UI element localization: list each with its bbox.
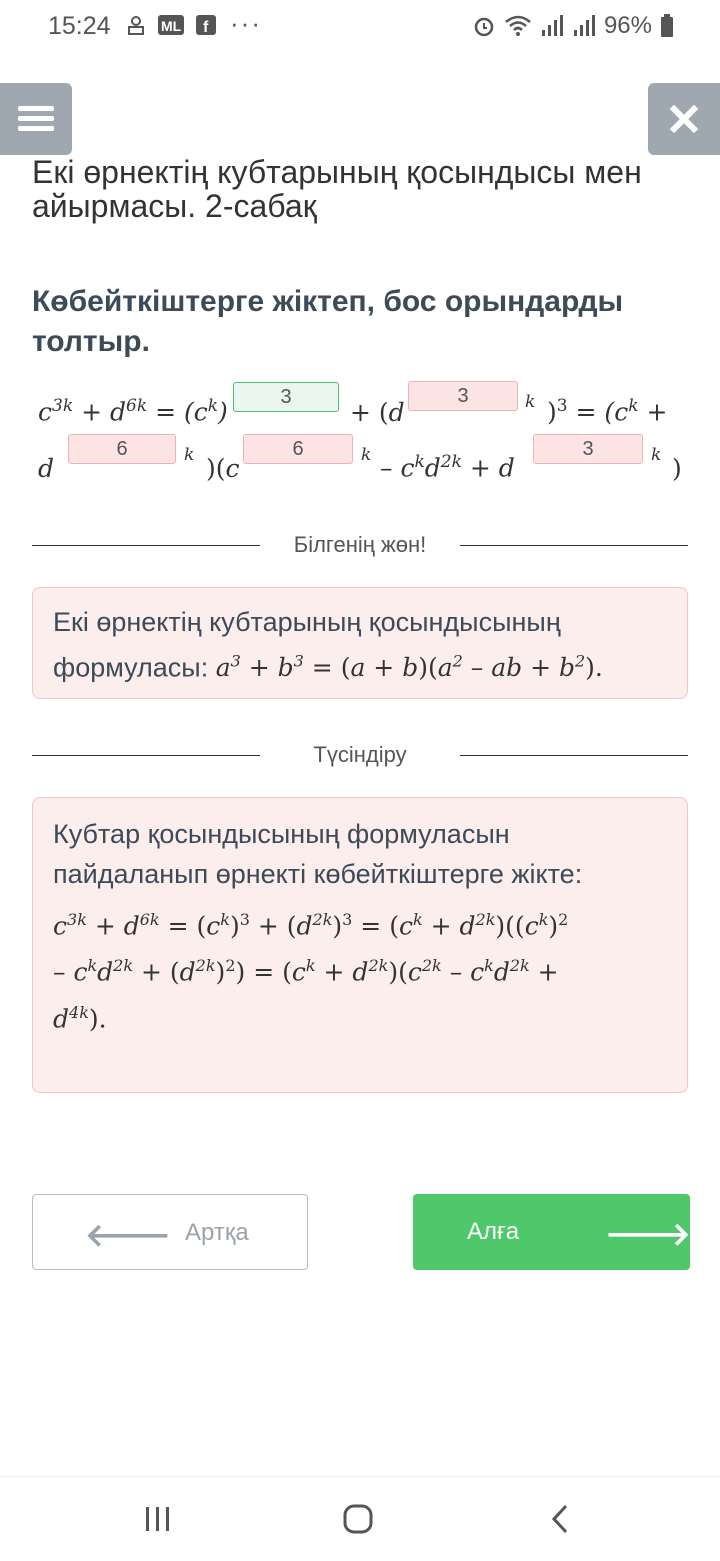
more-icon: ···: [230, 8, 262, 38]
lesson-title: Екі өрнектің кубтарының қосындысы мен айырмасы. 2-сабақ: [32, 154, 642, 224]
know-text: [53, 602, 667, 688]
eq-part: – $c^kd^{2k} + d$: [380, 452, 515, 483]
svg-text:f: f: [203, 19, 209, 36]
eq-part: k: [184, 445, 195, 465]
back-button[interactable]: [32, 1194, 308, 1270]
svg-text:ML: ML: [161, 18, 182, 34]
close-button[interactable]: [648, 83, 720, 155]
alarm-icon: [472, 14, 496, 38]
explain-heading: Түсіндіру: [313, 742, 407, 767]
status-time: 15:24: [48, 12, 111, 40]
know-text-label: Екі өрнектің кубтарының қосындысының формуласы:: [53, 607, 561, 683]
battery-percent: 96%: [603, 12, 652, 39]
explain-text: Кубтар қосындысының формуласын пайдаланып өрнекті көбейткіштерге жікте:: [53, 819, 583, 889]
answer-blank-5[interactable]: 3: [533, 434, 643, 464]
sum-of-cubes-formula: $a^3 + b^3 = (a + b)(a^2$ – ab + $b^2$).: [215, 652, 603, 683]
ml-app-icon: [157, 14, 185, 36]
answer-blank-3[interactable]: 6: [68, 434, 176, 464]
eq-part: )$^3 = (c^k$ +: [547, 396, 668, 427]
answer-blank-4[interactable]: 6: [243, 434, 353, 464]
eq-part: + (d: [350, 398, 405, 427]
explain-formula: $c^{3k} + d^{6k} = (c^k)^3 + (d^{2k})^3 = (c^k + d^{2k})((c^k)^2$ – $c^kd^{2k} + (d^{2k})^2) = (c^k + d^{2k})(c^{2k} - c^kd^{2k}$ + $d^{4k}$).: [53, 910, 569, 1033]
menu-button[interactable]: [0, 83, 72, 155]
eq-part: $c^{3k} + d^{6k} = (c^k)$: [38, 396, 228, 427]
eq-part: k: [361, 445, 372, 465]
divider: [460, 755, 688, 756]
divider: [460, 545, 688, 546]
know-heading: Білгенің жөн!: [293, 532, 427, 557]
answer-blank-2[interactable]: 3: [408, 381, 518, 411]
wifi-icon: [504, 14, 532, 38]
eq-part: ): [672, 454, 682, 483]
signal-icon: [540, 14, 564, 38]
hamburger-line: [18, 126, 54, 131]
arrow-left-icon: 🡐: [85, 1217, 171, 1253]
explain-separator: [32, 740, 688, 770]
back-label: Артқа: [185, 1219, 249, 1246]
hamburger-icon: [18, 106, 54, 111]
next-label: Алға: [467, 1218, 520, 1245]
eq-part: k: [525, 392, 536, 412]
answer-blank-1[interactable]: 3: [233, 382, 339, 412]
task-instruction: Көбейткіштерге жіктеп, бос орындарды толтыр.: [32, 285, 624, 358]
eq-part: )(c: [206, 454, 240, 483]
status-bar: [0, 0, 720, 56]
know-separator: [32, 530, 688, 560]
facebook-icon: [195, 14, 217, 36]
next-button[interactable]: [413, 1194, 690, 1270]
back-nav-icon[interactable]: [542, 1501, 578, 1537]
hamburger-line: [18, 116, 54, 121]
close-icon: [648, 83, 720, 155]
eq-part: k: [651, 445, 662, 465]
eq-part: d: [38, 454, 55, 483]
know-card: [32, 587, 688, 699]
home-icon[interactable]: [340, 1501, 376, 1537]
battery-icon: [660, 14, 674, 38]
recent-apps-icon[interactable]: [140, 1501, 176, 1537]
person-icon: [125, 14, 147, 36]
system-nav-bar: [0, 1476, 720, 1561]
explain-card: [32, 797, 688, 1093]
arrow-right-icon: 🡒: [605, 1216, 691, 1252]
signal-icon: [572, 14, 596, 38]
